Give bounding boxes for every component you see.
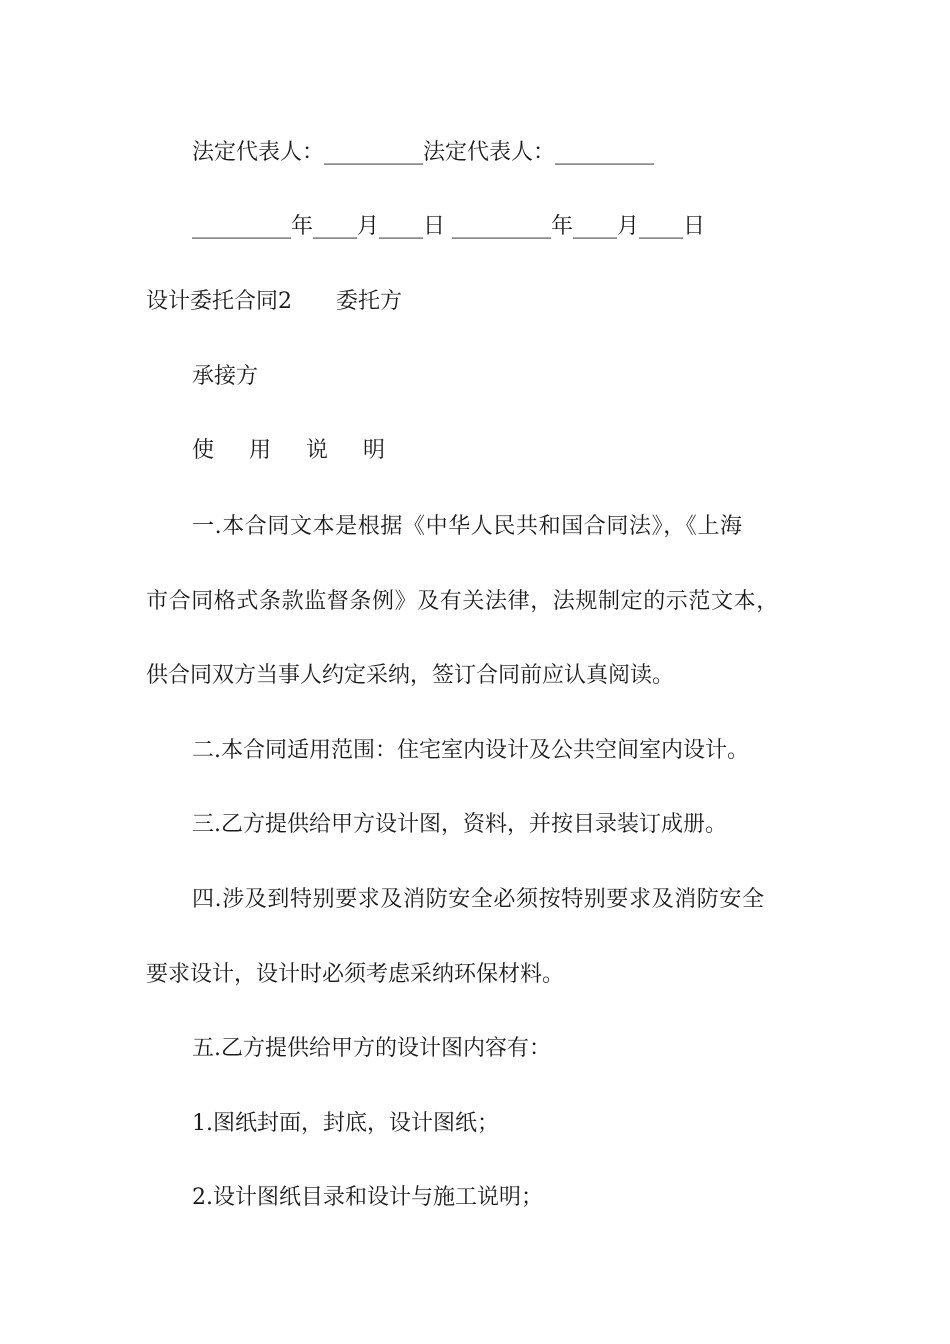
- signature-line: 法定代表人：_________法定代表人：_________: [192, 140, 655, 165]
- paragraph-1-line-3: 供合同双方当事人约定采纳，签订合同前应认真阅读。: [146, 663, 675, 688]
- party-b-label: 承接方: [192, 364, 259, 389]
- paragraph-4-line-2: 要求设计，设计时必须考虑采纳环保材料。: [146, 962, 565, 987]
- paragraph-1-line-1: 一.本合同文本是根据《中华人民共和国合同法》，《上海: [192, 514, 743, 539]
- paragraph-2: 二.本合同适用范围：住宅室内设计及公共空间室内设计。: [192, 738, 749, 763]
- contract-heading: 设计委托合同2 委托方: [146, 289, 402, 314]
- list-item-1: 1.图纸封面，封底，设计图纸；: [192, 1111, 499, 1136]
- paragraph-1-line-2: 市合同格式条款监督条例》及有关法律，法规制定的示范文本，: [146, 589, 779, 614]
- paragraph-3: 三.乙方提供给甲方设计图，资料，并按目录装订成册。: [192, 812, 727, 837]
- list-item-2: 2.设计图纸目录和设计与施工说明；: [192, 1185, 543, 1210]
- paragraph-4-line-1: 四.涉及到特别要求及消防安全必须按特别要求及消防安全: [192, 887, 765, 912]
- usage-title: 使 用 说 明: [192, 438, 399, 463]
- paragraph-5: 五.乙方提供给甲方的设计图内容有：: [192, 1036, 551, 1061]
- date-line: _________年____月____日 _________年____月____日: [192, 214, 705, 239]
